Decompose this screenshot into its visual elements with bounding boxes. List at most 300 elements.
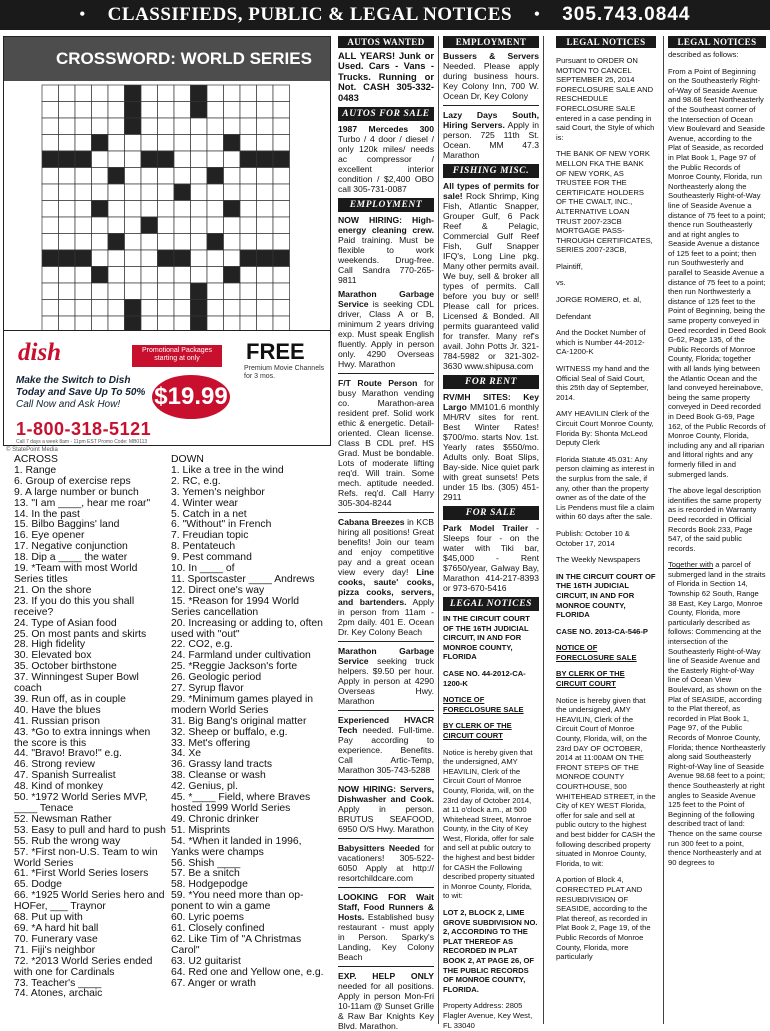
down-clue: 63. U2 guitarist: [171, 955, 241, 967]
across-clue: 43. *Go to extra innings when the score is this: [14, 726, 154, 749]
legal-court: IN THE CIRCUIT COURT OF THE 16TH JUDICIAL CIRCUIT, IN AND FOR MONROE COUNTY, FLORIDA: [556, 571, 656, 620]
header-legal-notices-1: LEGAL NOTICES: [556, 36, 656, 48]
crossword-cell: [42, 250, 59, 267]
crossword-cell: [257, 300, 274, 317]
crossword-cell: [108, 168, 125, 185]
crossword-cell: [257, 135, 274, 152]
crossword-cell: [75, 283, 92, 300]
crossword-cell: [92, 135, 109, 152]
crossword-cell: [108, 250, 125, 267]
crossword-cell: [240, 184, 257, 201]
crossword-cell: [42, 234, 59, 251]
header-autos-for-sale: AUTOS FOR SALE: [338, 107, 434, 121]
crossword-cell: [273, 201, 290, 218]
crossword-cell: [273, 102, 290, 119]
across-clue: 46. Strong review: [14, 759, 95, 771]
crossword-cell: [257, 234, 274, 251]
crossword-cell: [108, 151, 125, 168]
crossword-cell: [59, 300, 76, 317]
crossword-cell: [108, 217, 125, 234]
down-clue: 29. *Minimum games played in modern World Series: [171, 693, 316, 716]
crossword-cell: [92, 102, 109, 119]
crossword-cell: [141, 118, 158, 135]
down-clue: 20. Increasing or adding to, often used with "out": [171, 617, 326, 640]
crossword-cell: [108, 135, 125, 152]
crossword-cell: [141, 168, 158, 185]
crossword-cell: [257, 201, 274, 218]
crossword-cell: [174, 168, 191, 185]
crossword-cell: [207, 118, 224, 135]
crossword-cell: [224, 234, 241, 251]
crossword-cell: [224, 201, 241, 218]
crossword-cell: [125, 300, 142, 317]
crossword-cell: [240, 118, 257, 135]
legal-para: The Weekly Newspapers: [556, 555, 641, 565]
crossword-cell: [141, 267, 158, 284]
masthead-bullet-left: •: [79, 6, 86, 23]
across-clue: 53. Easy to pull and hard to push: [14, 824, 166, 836]
across-clue: 16. Eye opener: [14, 530, 85, 542]
down-clue: 25. *Reggie Jackson's forte: [171, 661, 298, 673]
masthead-title: CLASSIFIEDS, PUBLIC & LEGAL NOTICES: [107, 4, 513, 25]
crossword-cell: [174, 85, 191, 102]
crossword-cell: [158, 135, 175, 152]
ad-park-model: Park Model Trailer - Sleeps four - on the water with Tiki bar, $45,000 - Rent $7650/year, Galway Bay, Marathon 414-217-8393 or 973-670-5416: [443, 523, 539, 593]
crossword-cell: [158, 250, 175, 267]
crossword-cell: [42, 151, 59, 168]
crossword-cell: [257, 184, 274, 201]
crossword-cell: [141, 283, 158, 300]
masthead-bullet-right: •: [534, 6, 541, 23]
across-clue: 39. Run off, as in couple: [14, 693, 126, 705]
legal-notice-1: IN THE CIRCUIT COURT OF THE 16TH JUDICIAL CIRCUIT, IN AND FOR MONROE COUNTY, FLORIDA CASE NO. 44-2012-CA-1200-K NOTICE OF FORECLOSURE SALE BY CLERK OF THE CIRCUIT COURT Notice is hereby given that the undersigned, AMY HEAVILIN, Clerk of the Circuit Court of Monroe County, Florida, will, on the 23rd day of October 2014, at 11 o'clock a.m., at 500 Whitehead Street, Monroe County, in the City of Key West, Florida, offer for sale and sell at public outcry to the highest and best bidder for CASH the Following described property situated in Monroe County, Florida, to wit: LOT 2, BLOCK 2, LIME GROVE SUBDIVISION NO. 2, ACCORDING TO THE PLAT THEREOF AS RECORDED IN PLAT BOOK 2, AT PAGE 26, OF THE PUBLIC RECORDS OF MONROE COUNTY, FLORIDA. Property Address: 2805 Flagler Avenue, Key West, FL 33040: [443, 614, 538, 1030]
crossword-cell: [273, 283, 290, 300]
across-clue: 74. Atones, archaic: [14, 988, 103, 1000]
crossword-cell: [75, 267, 92, 284]
crossword-cell: [42, 267, 59, 284]
down-clue: 61. Closely confined: [171, 922, 265, 934]
across-clue: 35. October birthstone: [14, 661, 117, 673]
crossword-cell: [273, 135, 290, 152]
crossword-cell: [92, 168, 109, 185]
crossword-cell: [141, 102, 158, 119]
ad-permits: All types of permits for sale! Rock Shrimp, King Fish, Atlantic Snapper, Grouper Gulf, 6 Pack Reef & Pelagic, Commercial Gulf Reef Fish, Gulf Snapper IFQ's, Long Line pkg. Many other permits avail. We buy, sell & broker all types of permits. Call before you buy or sell! Please call for prices. Licensed & Bonded. All permits guaranteed valid for transfer. Many ref's avail. John Potts Jr. 321-784-5982 or 321-302-3630 www.shipusa.com: [443, 181, 539, 371]
across-clue: 18. Dip a ____ the water: [14, 552, 128, 564]
down-clue: 62. Like Tim of "A Christmas Carol": [171, 933, 305, 956]
crossword-cell: [273, 234, 290, 251]
crossword-cell: [125, 151, 142, 168]
across-clue: 1. Range: [14, 464, 57, 476]
across-clue: 70. Funerary vase: [14, 933, 98, 945]
down-clue: 9. Pest command: [171, 552, 252, 564]
column-autos: [338, 36, 435, 1031]
crossword-cell: [42, 102, 59, 119]
down-clue: 45. *____ Field, where Braves hosted 1999 World Series: [171, 792, 314, 814]
across-heading: ACROSS: [14, 454, 58, 465]
crossword-cell: [191, 135, 208, 152]
crossword-cell: [207, 102, 224, 119]
ad-rv-sites: RV/MH SITES: Key Largo MM101.6 monthly MH/RV sites for rent. Best Winter Rates! $700/mo. starts Nov. 1st. Yearly rates $550/mo. Adults only. Boat Slips, Bay-side. Nice quiet park with great sunsets! Pets under 15 lbs. (305) 451-2911: [443, 392, 539, 502]
crossword-cell: [59, 283, 76, 300]
ad-cabana-breezes: Cabana Breezes in KCB hiring all positions! Great benefits! Join our team and enjoy competitive pay and a great ocean view every day! Line cooks, saute' cooks, pizza cooks, servers, and bartenders. Apply in person from 11am - 2pm daily. 401 E. Ocean Dr. Key Colony Beach: [338, 517, 435, 638]
crossword-cell: [141, 217, 158, 234]
crossword-cell: [141, 85, 158, 102]
down-clue: 12. Direct one's way: [171, 584, 265, 596]
crossword-cell: [191, 168, 208, 185]
down-clue: 59. *You need more than op-ponent to win a game: [171, 890, 304, 913]
across-clue: 57. *First non-U.S. Team to win World Series: [14, 846, 161, 869]
crossword-cell: [75, 184, 92, 201]
crossword-cell: [92, 283, 109, 300]
crossword-cell: [257, 168, 274, 185]
crossword-cell: [158, 85, 175, 102]
crossword-cell: [92, 300, 109, 317]
legal-notice-title: NOTICE OF FORECLOSURE SALE: [556, 643, 637, 662]
legal-para: Pursuant to ORDER ON MOTION TO CANCEL SEPTEMBER 25, 2014 FORECLOSURE SALE AND RESCHEDULE FORECLOSURE SALE entered in a case pending in said Court, the Style of which is:: [556, 56, 655, 142]
crossword-cell: [59, 85, 76, 102]
crossword-cell: [59, 151, 76, 168]
across-clue: 50. *1972 World Series MVP, ____ Tenace: [14, 792, 151, 814]
crossword-cell: [207, 184, 224, 201]
crossword-cell: [273, 267, 290, 284]
crossword-cell: [240, 267, 257, 284]
crossword-cell: [224, 300, 241, 317]
across-clue: 71. Fiji's neighbor: [14, 944, 96, 956]
across-clue: 52. Newsman Rather: [14, 813, 112, 825]
crossword-cell: [75, 250, 92, 267]
crossword-cell: [224, 151, 241, 168]
crossword-cell: [224, 85, 241, 102]
crossword-cell: [158, 300, 175, 317]
crossword-cell: [174, 201, 191, 218]
ad-bussers: Bussers & Servers Needed. Please apply during business hours. Key Colony Inn, 700 W. Ocean Dr, Key Colony: [443, 51, 539, 101]
dish-free-info: Premium Movie Channels for 3 mos.: [244, 365, 325, 380]
crossword-cell: [75, 118, 92, 135]
crossword-cell: [240, 102, 257, 119]
across-clue: 48. Kind of monkey: [14, 781, 103, 793]
crossword-cell: [191, 118, 208, 135]
ad-route-person: F/T Route Person for busy Marathon vending co. Marathon-area resident pref. Solid work ethic & energetic. Detail-oriented. Clean license. Class B CDL pref. HS Grad. Must be bondable. Lots of moderate lifting req'd. Will train. Some mech. aptitude needed. Refs. req'd. Call Harry 305-304-8244: [338, 378, 434, 509]
crossword-cell: [191, 283, 208, 300]
ad-wait-staff: LOOKING FOR Wait Staff, Food Runners & Hosts. Established busy restaurant - must apply in Person. Sparky's Landing, Key Colony Beach: [338, 892, 434, 963]
crossword-cell: [240, 135, 257, 152]
crossword-cell: [207, 250, 224, 267]
crossword-cell: [207, 283, 224, 300]
crossword-cell: [207, 151, 224, 168]
crossword-cell: [174, 217, 191, 234]
crossword-cell: [240, 201, 257, 218]
ad-hvacr: Experienced HVACR Tech needed. Full-time. Pay according to experience. Benefits. Call Artic-Temp, Marathon 305-743-5288: [338, 715, 434, 776]
crossword-cell: [273, 168, 290, 185]
crossword-cell: [75, 234, 92, 251]
crossword-cell: [240, 217, 257, 234]
crossword-cell: [59, 201, 76, 218]
legal-para: WITNESS my hand and the Official Seal of Said Court, this 25th day of September, 2014.: [556, 364, 650, 402]
crossword-cell: [141, 135, 158, 152]
down-clue: 26. Geologic period: [171, 672, 262, 684]
crossword-cell: [207, 135, 224, 152]
down-clue: 2. RC, e.g.: [171, 475, 221, 487]
down-clue: 7. Freudian topic: [171, 530, 249, 542]
crossword-cell: [92, 85, 109, 102]
masthead-phone: 305.743.0844: [562, 4, 691, 25]
crossword-cell: [108, 118, 125, 135]
legal-para: The above legal description identifies the same property as is recorded in Warranty Deed recorded in Official Records Book 233, Page 547, of the said public records.: [668, 486, 762, 553]
across-clue: 65. Dodge: [14, 879, 62, 891]
crossword-cell: [191, 151, 208, 168]
ad-brutus: NOW HIRING: Servers, Dishwasher and Cook. Apply in person. BRUTUS SEAFOOD, 6950 O/S Hwy. Marathon: [338, 784, 434, 835]
legal-para: Plaintiff,: [556, 261, 583, 271]
crossword-cell: [42, 118, 59, 135]
down-clue: 22. CO2, e.g.: [171, 639, 233, 651]
down-clue: 56. Shish ____: [171, 857, 241, 869]
crossword-cell: [59, 135, 76, 152]
down-heading: DOWN: [171, 454, 204, 465]
crossword-cell: [158, 102, 175, 119]
crossword-cell: [257, 217, 274, 234]
across-clue: 66. *1925 World Series hero and HOFer, ___ Traynor: [14, 890, 168, 913]
crossword-cell: [224, 168, 241, 185]
column-legal-1: [556, 36, 656, 1024]
legal-para: JORGE ROMERO, et. al,: [556, 295, 642, 305]
crossword-cell: [174, 250, 191, 267]
crossword-cell: [158, 267, 175, 284]
down-clue: 32. Sheep or buffalo, e.g.: [171, 726, 288, 738]
crossword-cell: [273, 118, 290, 135]
crossword-cell: [158, 151, 175, 168]
across-clue: 24. Type of Asian food: [14, 617, 117, 629]
column-employment: [443, 36, 540, 1030]
crossword-cell: [240, 151, 257, 168]
header-autos-wanted: AUTOS WANTED: [338, 36, 434, 48]
crossword-cell: [207, 300, 224, 317]
dish-switch-text: Make the Switch to Dish Today and Save Up To 50% Call Now and Ask How!: [16, 375, 146, 410]
crossword-cell: [92, 201, 109, 218]
crossword-cell: [191, 102, 208, 119]
crossword-cell: [174, 151, 191, 168]
crossword-cell: [125, 201, 142, 218]
down-clue: 11. Sportscaster ____ Andrews: [171, 573, 315, 585]
crossword-cell: [273, 151, 290, 168]
dish-free: FREE: [246, 339, 305, 364]
down-clue: 31. Big Bang's original matter: [171, 715, 307, 727]
crossword-cell: [108, 234, 125, 251]
down-clue: 3. Yemen's neighbor: [171, 486, 265, 498]
crossword-cell: [240, 283, 257, 300]
crossword-cell: [125, 184, 142, 201]
ad-mercedes: 1987 Mercedes 300 Turbo / 4 door / diesel / only 120k miles/ needs ac compressor / excellent interior condition / $2,400 OBO call 305-731-0087: [338, 124, 434, 195]
crossword-cell: [174, 118, 191, 135]
crossword-cell: [207, 267, 224, 284]
down-clue: 58. Hodgepodge: [171, 879, 248, 891]
crossword-cell: [240, 234, 257, 251]
crossword-cell: [42, 135, 59, 152]
across-clue: 14. In the past: [14, 508, 80, 520]
across-clue: 37. Winningest Super Bowl coach: [14, 672, 142, 695]
crossword-cell: [224, 267, 241, 284]
down-clue: 27. Syrup flavor: [171, 683, 244, 695]
legal-para: AMY HEAVILIN Clerk of the Circuit Court Monroe County, Florida By: Shonta McLeod Deputy Clerk: [556, 409, 654, 448]
crossword-cell: [158, 184, 175, 201]
crossword-cell: [141, 151, 158, 168]
down-clue: 6. "Without" in French: [171, 519, 272, 531]
crossword-cell: [158, 217, 175, 234]
crossword-cell: [257, 118, 274, 135]
crossword-cell: [273, 250, 290, 267]
column-divider: [438, 36, 439, 1024]
ad-exp-help: EXP. HELP ONLY needed for all positions. Apply in person Mon-Fri 10-11am @ Sunset Grille & Raw Bar Knights Key Blvd. Marathon.: [338, 971, 434, 1031]
crossword-cell: [158, 283, 175, 300]
crossword-cell: [141, 250, 158, 267]
header-legal-notices-2: LEGAL NOTICES: [668, 36, 766, 48]
crossword-cell: [108, 283, 125, 300]
crossword-cell: [174, 234, 191, 251]
crossword-cell: [108, 300, 125, 317]
ad-lazy-days: Lazy Days South, Hiring Servers. Apply in person. 725 11th St. Ocean. MM 47.3 Marathon: [443, 110, 540, 160]
down-clue: 60. Lyric poems: [171, 912, 244, 924]
legal-para: described as follows:: [668, 50, 739, 59]
crossword-cell: [125, 118, 142, 135]
legal-para: Notice is hereby given that the undersigned, AMY HEAVILIN, Clerk of the Circuit Court of Monroe County, Florida, will, on the 23rd DAY OF OCTOBER, 2014 at 11:00AM ON THE FRONT STEPS OF THE MONROE COUNTY COURTHOUSE, 500 WHITEHEAD STREET, in the City of KEY WEST Florida, offer for sale and sell at public outcry to the highest and best bidder for CASH the following described property situated in Monroe County, Florida, to wit:: [556, 695, 656, 868]
dish-price: $19.99: [152, 375, 230, 419]
crossword-cell: [207, 201, 224, 218]
crossword-cell: [273, 217, 290, 234]
header-employment-2: EMPLOYMENT: [443, 36, 539, 48]
crossword-cell: [174, 283, 191, 300]
crossword-cell: [59, 118, 76, 135]
down-clue: 15. *Reason for 1994 World Series cancellation: [171, 595, 302, 618]
crossword-cell: [174, 184, 191, 201]
crossword-cell: [42, 184, 59, 201]
down-clue: 4. Winter wear: [171, 497, 238, 509]
crossword-cell: [240, 168, 257, 185]
crossword-cell: [42, 300, 59, 317]
dish-fine-print: Call 7 days a week 8am - 11pm EST Promo Code: MB0113: [16, 439, 148, 445]
down-clue: 10. In ____ of: [171, 563, 235, 575]
crossword-cell: [191, 267, 208, 284]
crossword-cell: [273, 85, 290, 102]
across-clue: 25. On most pants and skirts: [14, 628, 147, 640]
across-clue: 6. Group of exercise reps: [14, 475, 131, 487]
across-clue: 28. High fidelity: [14, 639, 86, 651]
down-clue: 34. Xe: [171, 748, 202, 760]
crossword-cell: [191, 201, 208, 218]
down-clue: 36. Grassy land tracts: [171, 759, 273, 771]
crossword-cell: [59, 267, 76, 284]
crossword-cell: [141, 184, 158, 201]
down-clue: 57. Be a snitch: [171, 868, 240, 880]
crossword-cell: [92, 267, 109, 284]
across-clue: 47. Spanish Surrealist: [14, 770, 116, 782]
dish-logo: dish: [18, 339, 62, 366]
crossword-cell: [59, 184, 76, 201]
across-clue: 72. *2013 World Series ended with one for Cardinals: [14, 955, 156, 978]
legal-para: vs.: [556, 278, 566, 288]
crossword-cell: [191, 300, 208, 317]
down-clue: 38. Cleanse or wash: [171, 770, 266, 782]
legal-case-no: CASE NO. 2013-CA-546-P: [556, 626, 649, 636]
legal-para: Florida Statute 45.031: Any person claiming as interest in the surplus from the sale, if any, other than the property owner as of the date of the Lis Pendens must file a claim within 60 days after the sale.: [556, 454, 655, 522]
across-clue: 73. Teacher's ____: [14, 977, 102, 989]
across-clue: 30. Elevated box: [14, 650, 92, 662]
crossword-cell: [59, 168, 76, 185]
down-clue: 42. Genius, pl.: [171, 781, 239, 793]
crossword-cell: [75, 201, 92, 218]
header-employment: EMPLOYMENT: [338, 198, 434, 212]
crossword-cell: [158, 234, 175, 251]
crossword-cell: [141, 201, 158, 218]
column-divider: [543, 36, 544, 1024]
crossword-cell: [224, 217, 241, 234]
legal-para: A portion of Block 4, CORRECTED PLAT AND RESUBDIVISION OF SEASIDE, according to the Plat thereof, as recorded in Plat Book 2, Page 19, of the Public Records of Monroe County, Florida, more particularly: [556, 875, 651, 962]
legal-para: Together with a parcel of submerged land in the straits of Florida in Section 14, Township 62 South, Range 38 East, Key Largo, Monroe County, Florida, more particularly described as follows: Commencing at the intersection of the Southeasterly Right-of-Way line of Seaside Avenue and the Easterly Right-of-Way line of Ocean View Boulevard, as shown on the Plat of SEASIDE, according to the Plat thereof, as recorded in Plat Book 1, Page 97, of the Public Records of Monroe County, Florida; thence Northeasterly along said Southeasterly Right-of-Way line of Seaside Avenue 98.68 feet to a point; thence Southeasterly at right angles to Seaside Avenue 125 feet to the Point of Beginning of the following described tract of land: Thence on the same course run 300 feet to a point, thence Northeasterly and at 90 degrees to: [668, 560, 766, 867]
crossword-cell: [75, 217, 92, 234]
ad-credit: © StatePoint Media: [6, 447, 58, 453]
crossword-cell: [92, 234, 109, 251]
legal-para: Publish: October 10 & October 17, 2014: [556, 528, 630, 548]
legal-para: Defendant: [556, 311, 592, 321]
ad-all-years: ALL YEARS! Junk or Used. Cars - Vans - Trucks. Running or Not. CASH 305-332-0483: [338, 50, 434, 103]
crossword-cell: [75, 85, 92, 102]
crossword-cell: [125, 102, 142, 119]
down-clue: 8. Pentateuch: [171, 541, 236, 553]
down-clue: 24. Farmland under cultivation: [171, 650, 311, 662]
down-clue: 49. Chronic drinker: [171, 813, 259, 825]
dish-promo-box: Promotional Packages starting at only: [132, 345, 222, 367]
across-clue: 23. If you do this you shall receive?: [14, 595, 138, 618]
across-clue: 15. Bilbo Baggins' land: [14, 519, 120, 531]
crossword-cell: [273, 184, 290, 201]
across-clue: 41. Russian prison: [14, 715, 101, 727]
crossword-cell: [59, 250, 76, 267]
crossword-cell: [207, 168, 224, 185]
crossword-cell: [174, 267, 191, 284]
across-clue: 61. *First World Series losers: [14, 868, 149, 880]
column-divider: [663, 36, 664, 1024]
crossword-cell: [59, 102, 76, 119]
crossword-cell: [240, 250, 257, 267]
down-list: [171, 466, 331, 990]
across-list: [14, 466, 166, 1000]
across-clue: 40. Have the blues: [14, 704, 101, 716]
crossword-cell: [108, 267, 125, 284]
crossword-grid: [4, 81, 330, 331]
crossword-cell: [224, 250, 241, 267]
crossword-cell: [59, 234, 76, 251]
legal-para: And the Docket Number of which is Number 44-2012-CA-1200-K: [556, 328, 646, 357]
legal-para: THE BANK OF NEW YORK MELLON FKA THE BANK OF NEW YORK, AS TRUSTEE FOR THE CERTIFICATE HOLDERS OF THE CWALT, INC., ALTERNATIVE LOAN TRUST 2007-23CB MORTGAGE PASS-THROUGH CERTIFICATES, SERIES 2007-23CB,: [556, 149, 653, 255]
crossword-cell: [257, 283, 274, 300]
down-clue: 54. *When it landed in 1996, Yanks were champs: [171, 835, 305, 858]
crossword-cell: [273, 300, 290, 317]
down-clue: 64. Red one and Yellow one, e.g.: [171, 966, 324, 978]
legal-by-clerk: BY CLERK OF THE CIRCUIT COURT: [556, 669, 625, 689]
crossword-cell: [207, 234, 224, 251]
crossword-cell: [240, 300, 257, 317]
down-clue: 1. Like a tree in the wind: [171, 464, 284, 476]
down-clue: 51. Misprints: [171, 824, 230, 836]
header-legal-notices-inline: LEGAL NOTICES: [443, 597, 539, 611]
crossword-cell: [59, 217, 76, 234]
crossword-cell: [158, 168, 175, 185]
crossword-cell: [92, 250, 109, 267]
crossword-cell: [42, 168, 59, 185]
crossword-cell: [174, 102, 191, 119]
crossword-cell: [92, 151, 109, 168]
crossword-cell: [75, 168, 92, 185]
crossword-cell: [108, 102, 125, 119]
crossword-cell: [240, 85, 257, 102]
